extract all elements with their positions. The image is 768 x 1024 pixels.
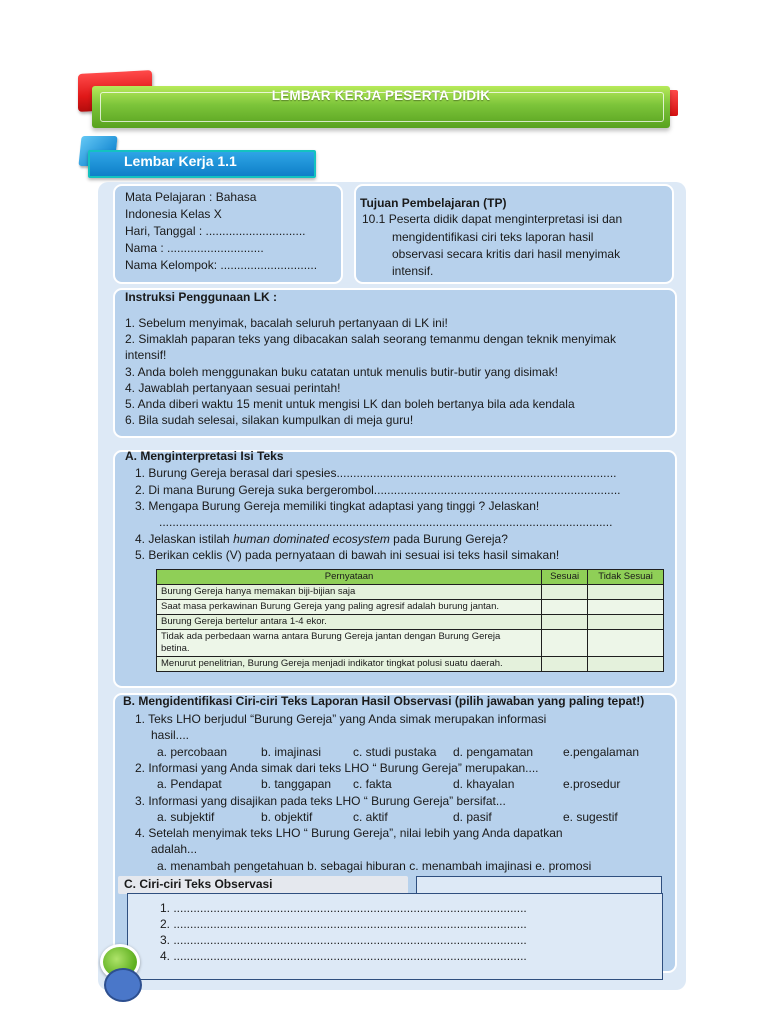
question-a4-term: human dominated ecosystem	[233, 532, 390, 546]
instruction-item: 5. Anda diberi waktu 15 menit untuk mengisi LK dan boleh bertanya bila ada kendala	[125, 397, 575, 411]
option-b1-d[interactable]: d. pengamatan	[453, 745, 534, 759]
table-row	[157, 630, 664, 657]
instructions-title: Instruksi Penggunaan LK :	[125, 290, 278, 304]
match-check-cell[interactable]	[542, 630, 588, 657]
page-title: LEMBAR KERJA PESERTA DIDIK	[271, 88, 491, 103]
no-match-check-cell[interactable]	[588, 630, 664, 657]
question-a1[interactable]: 1. Burung Gereja berasal dari spesies....................................................................................	[135, 466, 617, 480]
table-row	[157, 600, 664, 615]
answer-line-a3[interactable]: ........................................................................................................................................	[159, 515, 613, 529]
learning-goal-line: mengidentifikasi ciri teks laporan hasil	[392, 230, 594, 244]
option-b3-c[interactable]: c. aktif	[353, 810, 388, 824]
question-b1-cont: hasil....	[151, 728, 190, 742]
option-b2-c[interactable]: c. fakta	[353, 777, 392, 791]
question-b3: 3. Informasi yang disajikan pada teks LHO “ Burung Gereja” bersifat...	[135, 794, 506, 808]
no-match-check-cell[interactable]	[588, 657, 664, 672]
section-b-title: B. Mengidentifikasi Ciri-ciri Teks Laporan Hasil Observasi (pilih jawaban yang paling tepat!)	[123, 694, 645, 708]
question-a4-end: pada Burung Gereja?	[389, 532, 508, 546]
group-name-field[interactable]: Nama Kelompok: .............................	[125, 258, 318, 272]
worksheet-title: Lembar Kerja 1.1	[124, 153, 237, 169]
instruction-item: 3. Anda boleh menggunakan buku catatan untuk menulis butir-butir yang disimak!	[125, 365, 558, 379]
question-a4-text: 4. Jelaskan istilah	[135, 532, 234, 546]
instruction-item: 4. Jawablah pertanyaan sesuai perintah!	[125, 381, 341, 395]
section-c-side-field[interactable]	[416, 876, 662, 894]
no-match-check-cell[interactable]	[588, 615, 664, 630]
option-b1-e[interactable]: e.pengalaman	[563, 745, 640, 759]
statement-cell: Saat masa perkawinan Burung Gereja yang paling agresif adalah burung jantan.	[157, 600, 542, 615]
statement-line: Tidak ada perbedaan warna antara Burung Gereja jantan dengan Burung Gereja	[161, 631, 501, 642]
option-b1-a[interactable]: a. percobaan	[157, 745, 228, 759]
statement-table	[156, 569, 664, 672]
match-check-cell[interactable]	[542, 585, 588, 600]
column-header-match: Sesuai	[542, 570, 588, 585]
learning-goal-line: observasi secara kritis dari hasil menyimak	[392, 247, 621, 261]
instructions-box	[113, 288, 677, 438]
statement-cell: Burung Gereja bertelur antara 1-4 ekor.	[157, 615, 542, 630]
answer-line[interactable]: 2. ..........................................................................................................	[160, 917, 527, 931]
question-b4-cont: adalah...	[151, 842, 198, 856]
student-info-box	[113, 184, 343, 284]
table-row	[157, 615, 664, 630]
page-badge-blue-icon	[104, 968, 142, 1002]
options-b4[interactable]: a. menambah pengetahuan b. sebagai hiburan c. menambah imajinasi e. promosi	[157, 859, 592, 873]
option-b3-e[interactable]: e. sugestif	[563, 810, 618, 824]
question-a4	[135, 532, 508, 547]
section-a-title: A. Menginterpretasi Isi Teks	[125, 449, 284, 463]
option-b2-a[interactable]: a. Pendapat	[157, 777, 222, 791]
option-b2-e[interactable]: e.prosedur	[563, 777, 621, 791]
question-a5: 5. Berikan ceklis (V) pada pernyataan di bawah ini sesuai isi teks hasil simakan!	[135, 548, 560, 562]
match-check-cell[interactable]	[542, 615, 588, 630]
learning-goal-line: intensif.	[392, 264, 434, 278]
instruction-item: 2. Simaklah paparan teks yang dibacakan salah seorang temanmu dengan teknik menyimak	[125, 332, 616, 346]
statement-cell	[157, 630, 542, 657]
instruction-item: 6. Bila sudah selesai, silakan kumpulkan di meja guru!	[125, 413, 414, 427]
option-b1-c[interactable]: c. studi pustaka	[353, 745, 437, 759]
match-check-cell[interactable]	[542, 657, 588, 672]
question-a2[interactable]: 2. Di mana Burung Gereja suka bergerombol..........................................................................	[135, 483, 621, 497]
learning-goal-line: 10.1 Peserta didik dapat menginterpretasi isi dan	[362, 212, 623, 226]
learning-goal-box	[354, 184, 674, 284]
date-field[interactable]: Hari, Tanggal : ..............................	[125, 224, 306, 238]
option-b2-d[interactable]: d. khayalan	[453, 777, 515, 791]
question-b2: 2. Informasi yang Anda simak dari teks LHO “ Burung Gereja” merupakan....	[135, 761, 539, 775]
instruction-item: intensif!	[125, 348, 167, 362]
option-b2-b[interactable]: b. tanggapan	[261, 777, 332, 791]
statement-cell: Burung Gereja hanya memakan biji-bijian saja	[157, 585, 542, 600]
section-c-title: C. Ciri-ciri Teks Observasi	[124, 877, 273, 891]
column-header-statement: Pernyataan	[157, 570, 542, 585]
option-b3-b[interactable]: b. objektif	[261, 810, 313, 824]
match-check-cell[interactable]	[542, 600, 588, 615]
option-b3-a[interactable]: a. subjektif	[157, 810, 215, 824]
name-field[interactable]: Nama : .............................	[125, 241, 264, 255]
table-row	[157, 585, 664, 600]
instruction-item: 1. Sebelum menyimak, bacalah seluruh pertanyaan di LK ini!	[125, 316, 448, 330]
subject-line: Mata Pelajaran : Bahasa	[125, 190, 257, 204]
section-c-answer-box	[127, 893, 663, 980]
answer-line[interactable]: 1. ..........................................................................................................	[160, 901, 527, 915]
question-b4: 4. Setelah menyimak teks LHO “ Burung Gereja”, nilai lebih yang Anda dapatkan	[135, 826, 563, 840]
learning-goal-title: Tujuan Pembelajaran (TP)	[360, 196, 507, 210]
statement-line: betina.	[161, 643, 190, 654]
no-match-check-cell[interactable]	[588, 600, 664, 615]
class-line: Indonesia Kelas X	[125, 207, 222, 221]
option-b3-d[interactable]: d. pasif	[453, 810, 492, 824]
statement-cell: Menurut penelitrian, Burung Gereja menjadi indikator tingkat polusi suatu daerah.	[157, 657, 542, 672]
answer-line[interactable]: 4. ..........................................................................................................	[160, 949, 527, 963]
no-match-check-cell[interactable]	[588, 585, 664, 600]
question-a3: 3. Mengapa Burung Gereja memiliki tingkat adaptasi yang tinggi ? Jelaskan!	[135, 499, 540, 513]
question-b1: 1. Teks LHO berjudul “Burung Gereja” yang Anda simak merupakan informasi	[135, 712, 547, 726]
option-b1-b[interactable]: b. imajinasi	[261, 745, 322, 759]
column-header-no-match: Tidak Sesuai	[588, 570, 664, 585]
answer-line[interactable]: 3. ..........................................................................................................	[160, 933, 527, 947]
table-row	[157, 657, 664, 672]
table-header-row	[157, 570, 664, 585]
